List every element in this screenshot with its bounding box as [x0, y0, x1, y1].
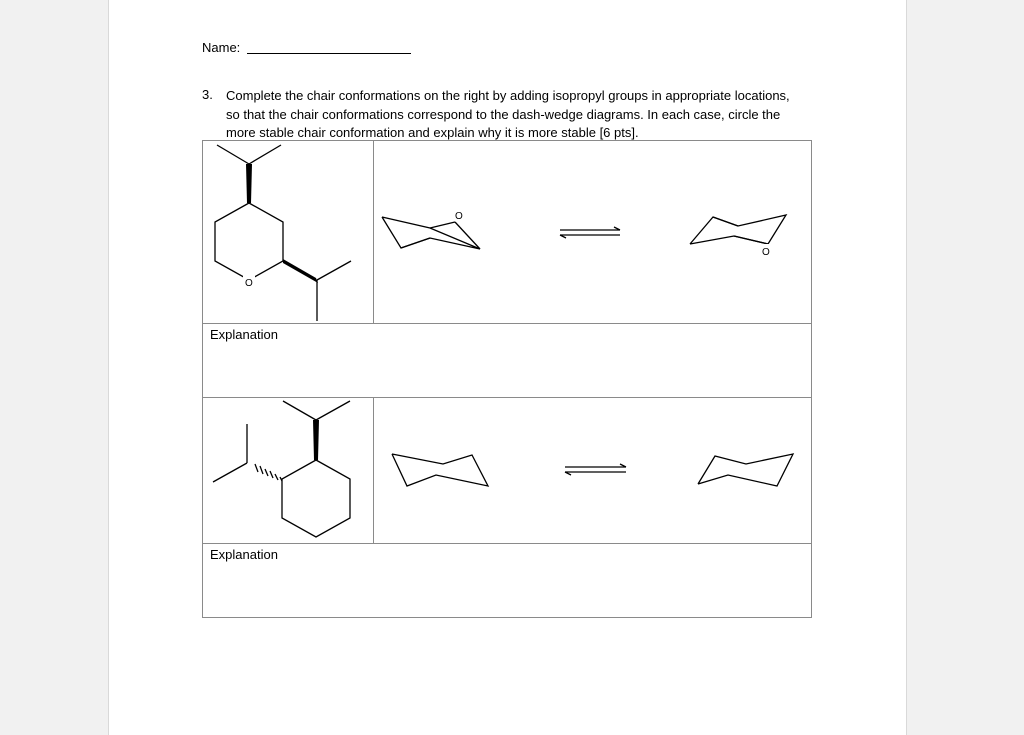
chair-left-outline — [392, 454, 488, 486]
row2-chair-pair — [374, 398, 813, 545]
isopropyl-methyl-right — [316, 401, 350, 420]
question-text: Complete the chair conformations on the right by adding isopropyl groups in appropriate locations, so that the chair conformations correspond to the dash-wedge diagrams. In each case, circle the more stable chair conformation and explain why it is more stable [6 pts]. — [226, 88, 790, 140]
hashed-bond-left — [255, 464, 282, 481]
name-blank-line[interactable] — [247, 53, 411, 54]
cyclohexane-ring — [282, 460, 350, 537]
row2-explanation-box[interactable] — [202, 543, 812, 618]
isopropyl-methyl-left — [217, 145, 249, 164]
row2-dash-wedge-structure — [203, 398, 375, 545]
row1-dash-wedge-cell — [202, 140, 374, 324]
row2-explanation-label: Explanation — [210, 547, 278, 562]
row1-dash-wedge-structure — [203, 141, 375, 325]
wedge-bond-top — [313, 420, 319, 460]
answer-table — [202, 140, 812, 618]
row1-chair-cell[interactable] — [373, 140, 812, 324]
isopropyl-methyl-left — [283, 401, 316, 420]
row1-explanation-label: Explanation — [210, 327, 278, 342]
row2-chair-cell[interactable] — [373, 397, 812, 544]
row1-chair-pair — [374, 141, 813, 325]
ring-oxygen-label: O — [245, 278, 253, 289]
isopropyl-methyl-right — [249, 145, 281, 164]
row1-explanation-box[interactable] — [202, 323, 812, 398]
row2-dash-wedge-cell — [202, 397, 374, 544]
isopropyl2-methyl-up — [317, 261, 351, 280]
chair-right-outline — [690, 215, 786, 244]
wedge-bond-right — [283, 259, 318, 283]
pyran-ring — [215, 203, 283, 280]
name-label: Name: — [202, 40, 241, 55]
isopropyl2-methyl-down — [213, 463, 247, 482]
question-number: 3. — [202, 87, 213, 102]
chair-right-outline — [698, 454, 793, 486]
chair-left-oxygen-label: O — [455, 211, 463, 222]
wedge-bond-top — [246, 164, 252, 203]
chair-right-oxygen-label: O — [762, 247, 770, 258]
